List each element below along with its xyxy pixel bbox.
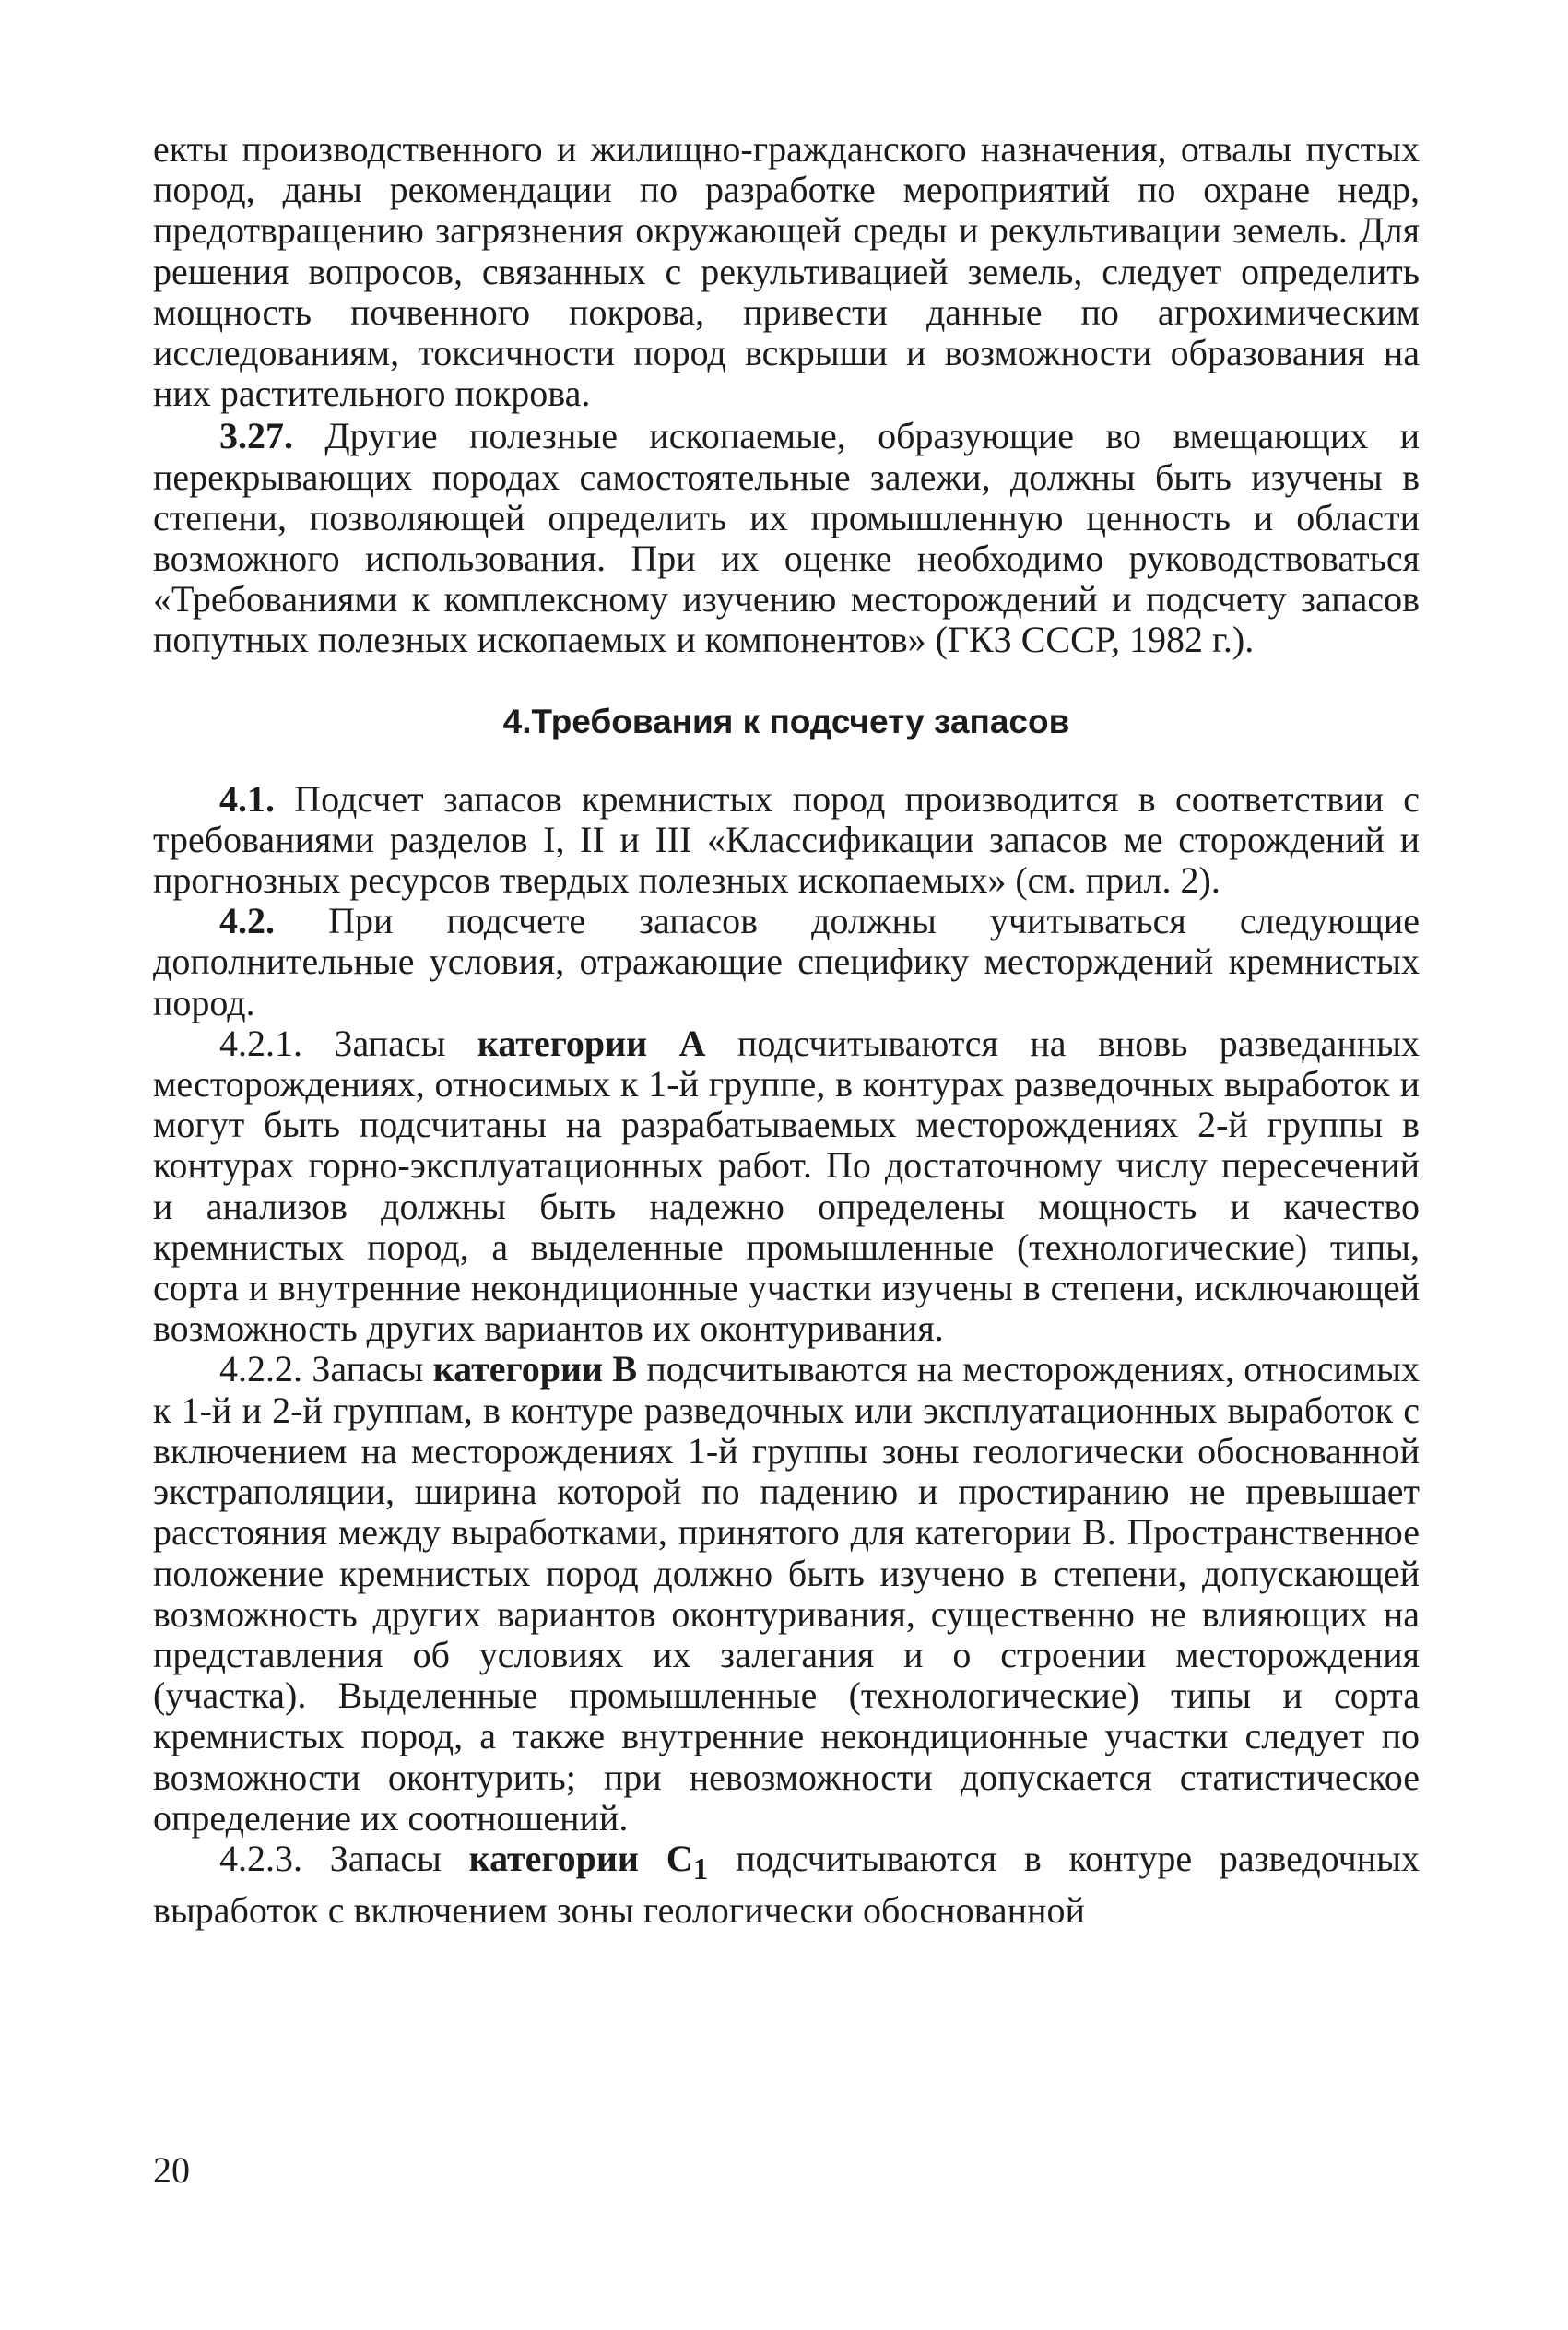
paragraph-lead: 4.2.1. Запасы xyxy=(219,1022,477,1064)
paragraph-continuation: екты производственного и жилищно-гражданского назначения, отвалы пустых пород, даны рекомендации по разработке мероприятий по охране недр, предотвращению загрязнения окружающей среды и рекультивации земель. Для решения вопросов, связанных с рекультивацией земель, следует определить мощность почвенного покрова, привести данные по агрохимическим исследованиям, токсичности пород вскрыши и возможности образования на них растительного покрова. xyxy=(153,128,1420,415)
paragraph-4-2-2 xyxy=(153,1349,1420,1838)
paragraph-text: подсчитываются на месторождениях, относимых к 1-й и 2-й группам, в контуре разведочных или эксплуатационных выработок с включением на месторождениях 1-й группы зоны геологически обоснованной экстраполяции, ширина которой по падению и простиранию не превышает расстояния между выработками, принятого для категории В. Пространственное положение кремнистых пород должно быть изучено в степени, допускающей возможность других вариантов оконтуривания, существенно не влияющих на представления об условиях их залегания и о строении месторождения (участка). Выделенные промышленные (технологические) типы и сорта кремнистых пород, а также внутренние некондиционные участки следует по возможности оконтурить; при невозможности допускается статистическое определение их соотношений. xyxy=(153,1348,1420,1839)
paragraph-text: подсчитываются на вновь разведанных месторождениях, относимых к 1-й группе, в контурах разведочных выработок и могут быть подсчитаны на разрабатываемых месторождениях 2-й группы в контурах горно-эксплуатационных работ. По достаточному числу пересечений и анализов должны быть надежно определены мощность и качество кремнистых пород, а выделенные промышленные (технологические) типы, сорта и внутренние некондиционные участки изучены в степени, исключающей возможность других вариантов их оконтуривания. xyxy=(153,1022,1421,1350)
page-number: 20 xyxy=(153,2149,190,2191)
category-term: категории С xyxy=(468,1837,693,1879)
category-subscript: 1 xyxy=(692,1851,709,1886)
paragraph-3-27 xyxy=(153,416,1420,660)
section-number: 4.1. xyxy=(219,777,275,820)
paragraph-4-2-1 xyxy=(153,1023,1420,1350)
paragraph-text: Другие полезные ископаемые, образующие во вмещающих и перекрывающих породах самостоятельные залежи, должны быть изучены в степени, позволяющей определить их промышленную ценность и области возможного использования. При их оценке необходимо руководствоваться «Требованиями к комплексному изучению месторождений и подсчету запасов попутных полезных ископаемых и компонентов» (ГКЗ СССР, 1982 г.). xyxy=(153,415,1420,661)
paragraph-lead: 4.2.3. Запасы xyxy=(219,1837,469,1879)
paragraph-text: подсчитываются в контуре разведочных выработок с включением зоны геологически обоснованной xyxy=(153,1837,1421,1932)
paragraph-4-2-3 xyxy=(153,1839,1420,1931)
section-number: 4.2. xyxy=(219,900,275,942)
category-term: категории А xyxy=(477,1022,706,1064)
paragraph-text: Подсчет запасов кремнистых пород производится в соответствии с требованиями разделов I, II и III «Классификации запасов ме сторождений и прогнозных ресурсов твердых полезных ископаемых» (см. прил. 2). xyxy=(153,777,1420,902)
category-term: категории В xyxy=(432,1348,638,1390)
paragraph-4-2 xyxy=(153,901,1420,1023)
section-heading: 4.Требования к подсчету запасов xyxy=(502,702,1070,740)
page-body xyxy=(153,129,1420,1931)
section-number: 3.27. xyxy=(219,415,293,457)
paragraph-lead: 4.2.2. Запасы xyxy=(219,1348,433,1390)
paragraph-4-1 xyxy=(153,779,1420,902)
paragraph-text: При подсчете запасов должны учитываться следующие дополнительные условия, отражающие специфику месторждений кремнистых пород. xyxy=(153,900,1420,1023)
